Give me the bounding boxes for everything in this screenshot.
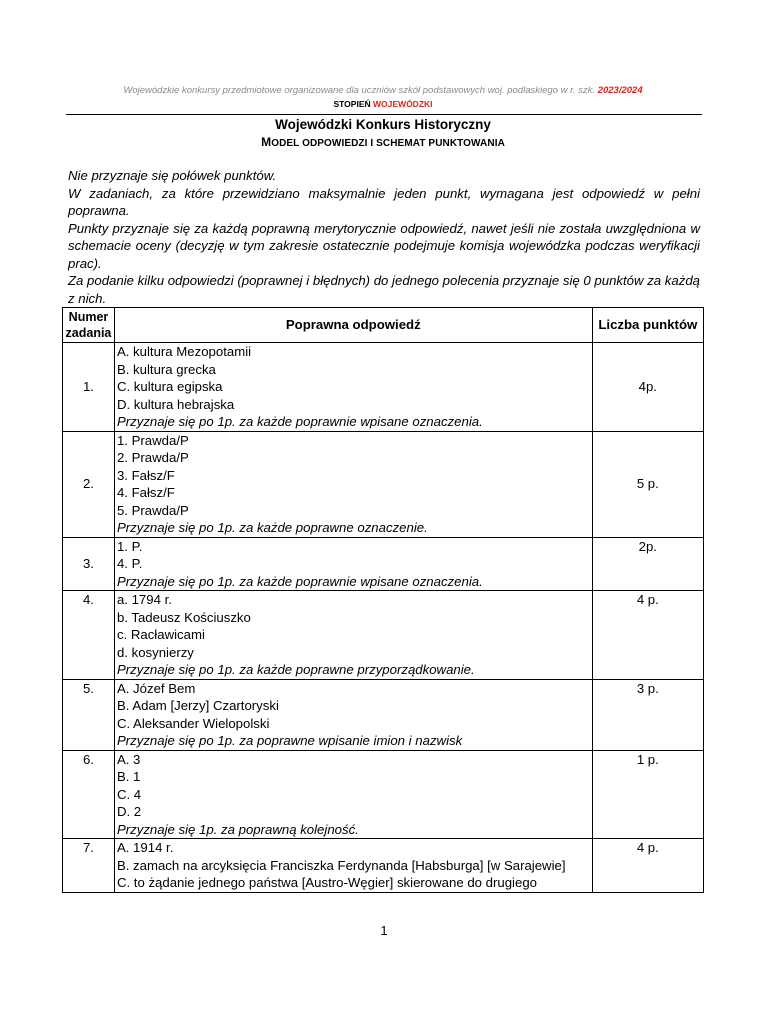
document-title: Wojewódzki Konkurs Historyczny	[275, 117, 491, 132]
scoring-note: Przyznaje się po 1p. za poprawne wpisanie imion i nazwisk	[116, 733, 463, 748]
task-number: 2.	[63, 431, 115, 537]
answer-line: c. Racławicami	[116, 627, 205, 642]
task-number: 5.	[63, 679, 115, 750]
answer-line: 2. Prawda/P	[116, 450, 189, 465]
points-cell: 5 p.	[592, 431, 703, 537]
table-row	[63, 839, 704, 893]
table-row	[63, 679, 704, 750]
task-number: 3.	[63, 537, 115, 591]
points-cell: 2p.	[592, 537, 703, 591]
task-number: 7.	[63, 839, 115, 893]
answer-line: C. Aleksander Wielopolski	[116, 715, 270, 731]
answer-line: 1. Prawda/P	[116, 432, 189, 448]
scoring-rule: Nie przyznaje się połówek punktów.	[68, 168, 277, 183]
answer-cell	[114, 591, 592, 680]
answer-cell	[114, 537, 592, 591]
answer-line: D. 2	[116, 804, 142, 819]
document-subtitle	[62, 135, 704, 149]
table-header-row	[63, 308, 704, 343]
answer-line: 4. Fałsz/F	[116, 485, 175, 500]
answer-cell	[114, 839, 592, 893]
task-number: 1.	[63, 343, 115, 432]
answer-line: B. zamach na arcyksięcia Franciszka Ferdynanda [Habsburga] [w Sarajewie]	[116, 857, 566, 873]
stage-label: STOPIEŃ	[333, 99, 371, 109]
table-row	[63, 750, 704, 839]
task-number: 6.	[63, 750, 115, 839]
answer-line: b. Tadeusz Kościuszko	[116, 609, 251, 625]
scoring-rule: Za podanie kilku odpowiedzi (poprawnej i błędnych) do jednego polecenia przyznaje się 0 punktów za każdą z nich.	[68, 273, 700, 306]
points-cell: 4 p.	[592, 591, 703, 680]
scoring-note: Przyznaje się 1p. za poprawną kolejność.	[116, 821, 359, 837]
answer-cell	[114, 431, 592, 537]
table-row	[63, 591, 704, 680]
subtitle-initial: M	[261, 135, 272, 149]
points-cell: 3 p.	[592, 679, 703, 750]
answer-line: A. kultura Mezopotamii	[116, 344, 252, 359]
answer-key-table	[62, 307, 704, 893]
answer-line: 1. P.	[116, 538, 143, 554]
answer-cell	[114, 679, 592, 750]
scoring-note: Przyznaje się po 1p. za każde poprawne przyporządkowanie.	[116, 662, 475, 677]
subtitle-rest: ODEL ODPOWIEDZI I SCHEMAT PUNKTOWANIA	[271, 138, 505, 149]
page-number: 1	[380, 923, 388, 938]
stage-value: WOJEWÓDZKI	[373, 99, 433, 109]
scoring-note: Przyznaje się po 1p. za każde poprawnie wpisane oznaczenia.	[116, 573, 483, 589]
table-row	[63, 431, 704, 537]
header-note-text: Wojewódzkie konkursy przedmiotowe organizowane dla uczniów szkół podstawowych woj. podlaskiego w r. szk.	[123, 85, 596, 96]
answer-line: C. 4	[116, 786, 142, 802]
header-note	[62, 85, 704, 96]
header-divider	[66, 114, 702, 115]
answer-line: A. 3	[116, 751, 141, 767]
answer-line: 4. P.	[116, 556, 143, 571]
answer-line: C. to żądanie jednego państwa [Austro-Węgier] skierowane do drugiego	[116, 875, 537, 890]
answer-line: a. 1794 r.	[116, 592, 172, 607]
scoring-rule: Punkty przyznaje się za każdą poprawną merytorycznie odpowiedź, nawet jeśli nie została uwzględniona w schemacie oceny (decyzję w tym zakresie ostatecznie podejmuje komisja wojewódzka podczas weryfikacji prac).	[68, 220, 700, 271]
task-number: 4.	[63, 591, 115, 680]
scoring-note: Przyznaje się po 1p. za każde poprawnie wpisane oznaczenia.	[116, 414, 483, 429]
table-row	[63, 343, 704, 432]
column-header-answer: Poprawna odpowiedź	[114, 308, 592, 343]
scoring-rule: W zadaniach, za które przewidziano maksymalnie jeden punkt, wymagana jest odpowiedź w pełni poprawna.	[68, 185, 700, 218]
answer-line: 5. Prawda/P	[116, 502, 189, 518]
answer-line: B. Adam [Jerzy] Czartoryski	[116, 698, 279, 713]
school-year: 2023/2024	[597, 85, 643, 96]
points-cell: 4p.	[592, 343, 703, 432]
scoring-note: Przyznaje się po 1p. za każde poprawne oznaczenie.	[116, 520, 428, 535]
column-header-number: Numer zadania	[63, 308, 115, 343]
answer-line: D. kultura hebrajska	[116, 396, 235, 412]
answer-line: B. 1	[116, 769, 141, 784]
scoring-rules	[68, 167, 700, 307]
answer-cell	[114, 343, 592, 432]
answer-line: A. Józef Bem	[116, 680, 196, 696]
answer-line: d. kosynierzy	[116, 644, 194, 660]
points-cell: 1 p.	[592, 750, 703, 839]
answer-cell	[114, 750, 592, 839]
answer-line: C. kultura egipska	[116, 379, 223, 394]
column-header-points: Liczba punktów	[592, 308, 703, 343]
competition-stage	[62, 99, 704, 109]
answer-line: 3. Fałsz/F	[116, 467, 175, 483]
answer-line: A. 1914 r.	[116, 840, 174, 855]
points-cell: 4 p.	[592, 839, 703, 893]
table-row	[63, 537, 704, 591]
answer-line: B. kultura grecka	[116, 361, 216, 377]
